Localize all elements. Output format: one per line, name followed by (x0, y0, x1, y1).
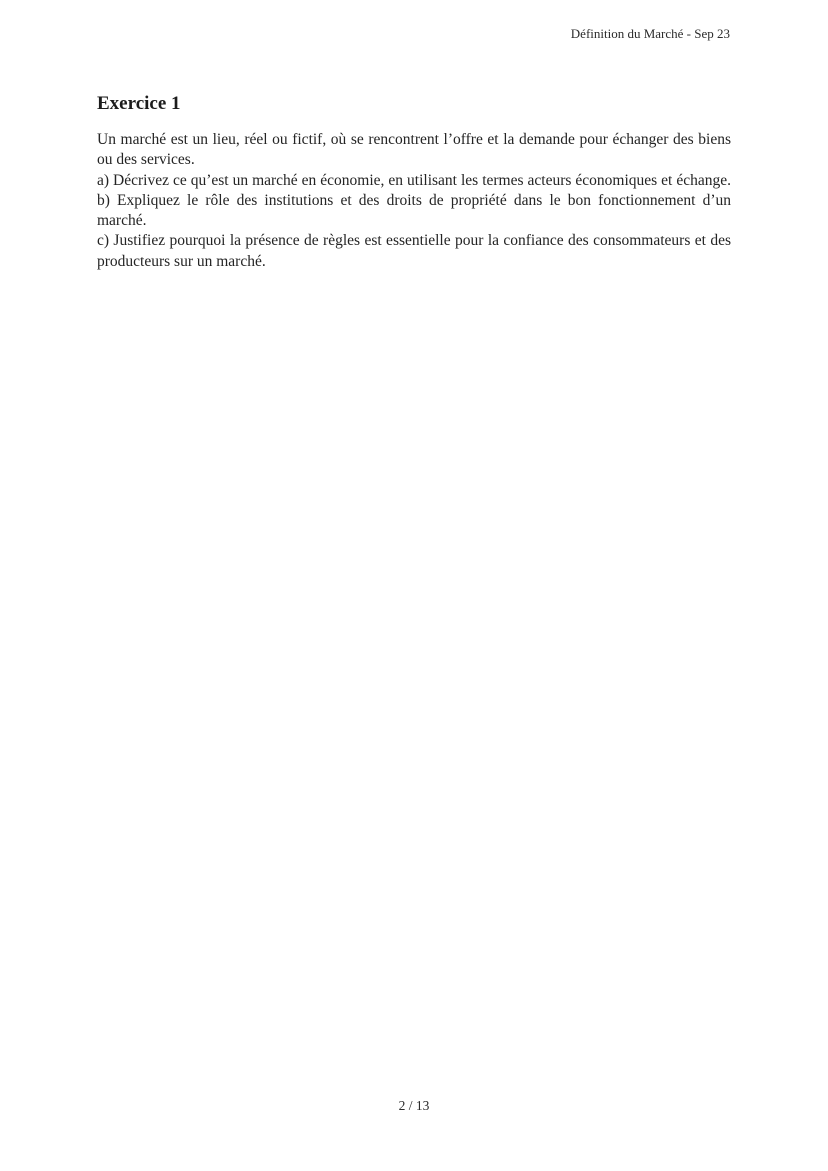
question-a-line: a) Décrivez ce qu’est un marché en économie, en utilisant les termes acteurs économiques et échange. (97, 171, 731, 189)
running-header: Définition du Marché - Sep 23 (570, 26, 730, 41)
question-b-line: b) Expliquez le rôle des institutions et des droits de propriété dans le bon fonctionnement d’un marché. (97, 191, 731, 230)
exercise-heading: Exercice 1 (97, 93, 181, 114)
question-c-continuation-line: producteurs sur un marché. (97, 252, 266, 270)
paragraph-line: ou des services. (97, 151, 195, 169)
paragraph-line: Un marché est un lieu, réel ou fictif, où se rencontrent l’offre et la demande pour échanger des biens (97, 131, 731, 148)
exercise-body (97, 130, 731, 272)
page-number: 2 / 13 (398, 1098, 430, 1113)
question-c-line: c) Justifiez pourquoi la présence de règles est essentielle pour la confiance des consommateurs et des (97, 232, 731, 250)
